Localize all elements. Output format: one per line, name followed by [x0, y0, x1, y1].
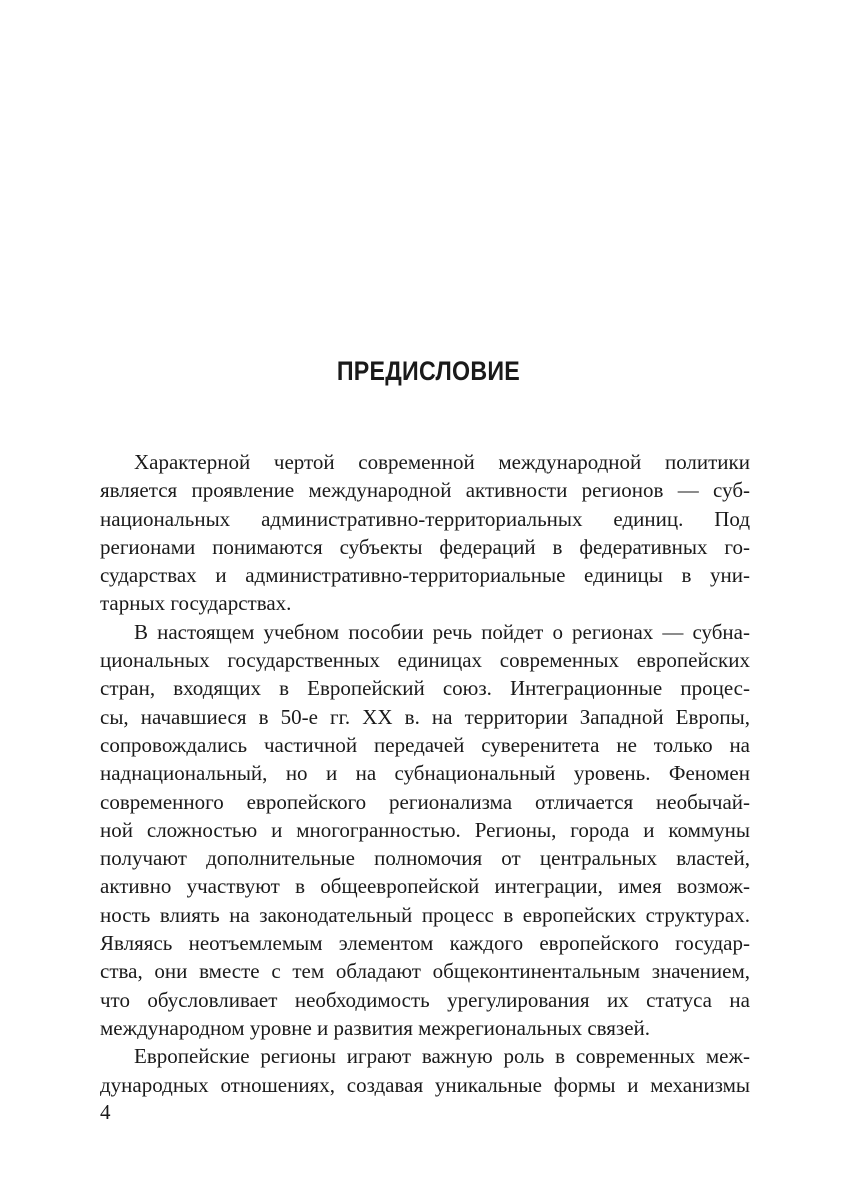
text-line: циональных государственных единицах современных европейских — [100, 648, 750, 673]
page-title: ПРЕДИСЛОВИЕ — [336, 356, 521, 386]
text-line: что обусловливает необходимость урегулирования их статуса на — [100, 987, 750, 1012]
text-line: ства, они вместе с тем обладают общеконтинентальным значением, — [100, 959, 750, 984]
text-line: получают дополнительные полномочия от центральных властей, — [100, 846, 750, 871]
text-line: ной сложностью и многогранностью. Регионы, города и коммуны — [100, 817, 750, 842]
paragraph — [100, 618, 750, 1042]
text-line: тарных государствах. — [100, 591, 292, 616]
text-line: Европейские регионы играют важную роль в современных меж- — [134, 1044, 750, 1069]
text-line: Характерной чертой современной международной политики — [134, 450, 750, 474]
page-number: 4 — [100, 1100, 111, 1124]
text-line: стран, входящих в Европейский союз. Интеграционные процес- — [100, 676, 750, 701]
paragraph — [100, 1042, 750, 1099]
body-text — [100, 448, 750, 1099]
text-line: регионами понимаются субъекты федераций в федеративных го- — [100, 534, 750, 559]
text-line: является проявление международной активности регионов — суб- — [100, 478, 750, 503]
text-line: международном уровне и развития межрегиональных связей. — [100, 1015, 651, 1040]
text-line: наднациональный, но и на субнациональный уровень. Феномен — [100, 761, 750, 786]
text-line: активно участвуют в общеевропейской интеграции, имея возмож- — [100, 874, 750, 899]
text-line: дународных отношениях, создавая уникальные формы и механизмы — [100, 1072, 750, 1097]
paragraph — [100, 448, 750, 618]
text-line: сударствах и административно-территориальные единицы в уни- — [100, 563, 750, 588]
text-line: сы, начавшиеся в 50-е гг. XX в. на территории Западной Европы, — [100, 704, 750, 729]
text-line: ность влиять на законодательный процесс в европейских структурах. — [100, 902, 750, 927]
text-line: Являясь неотъемлемым элементом каждого европейского государ- — [100, 931, 750, 956]
text-line: сопровождались частичной передачей суверенитета не только на — [100, 732, 750, 757]
text-line: национальных административно-территориальных единиц. Под — [100, 506, 750, 531]
text-line: В настоящем учебном пособии речь пойдет о регионах — субна- — [134, 619, 750, 644]
text-line: современного европейского регионализма отличается необычай- — [100, 789, 750, 814]
